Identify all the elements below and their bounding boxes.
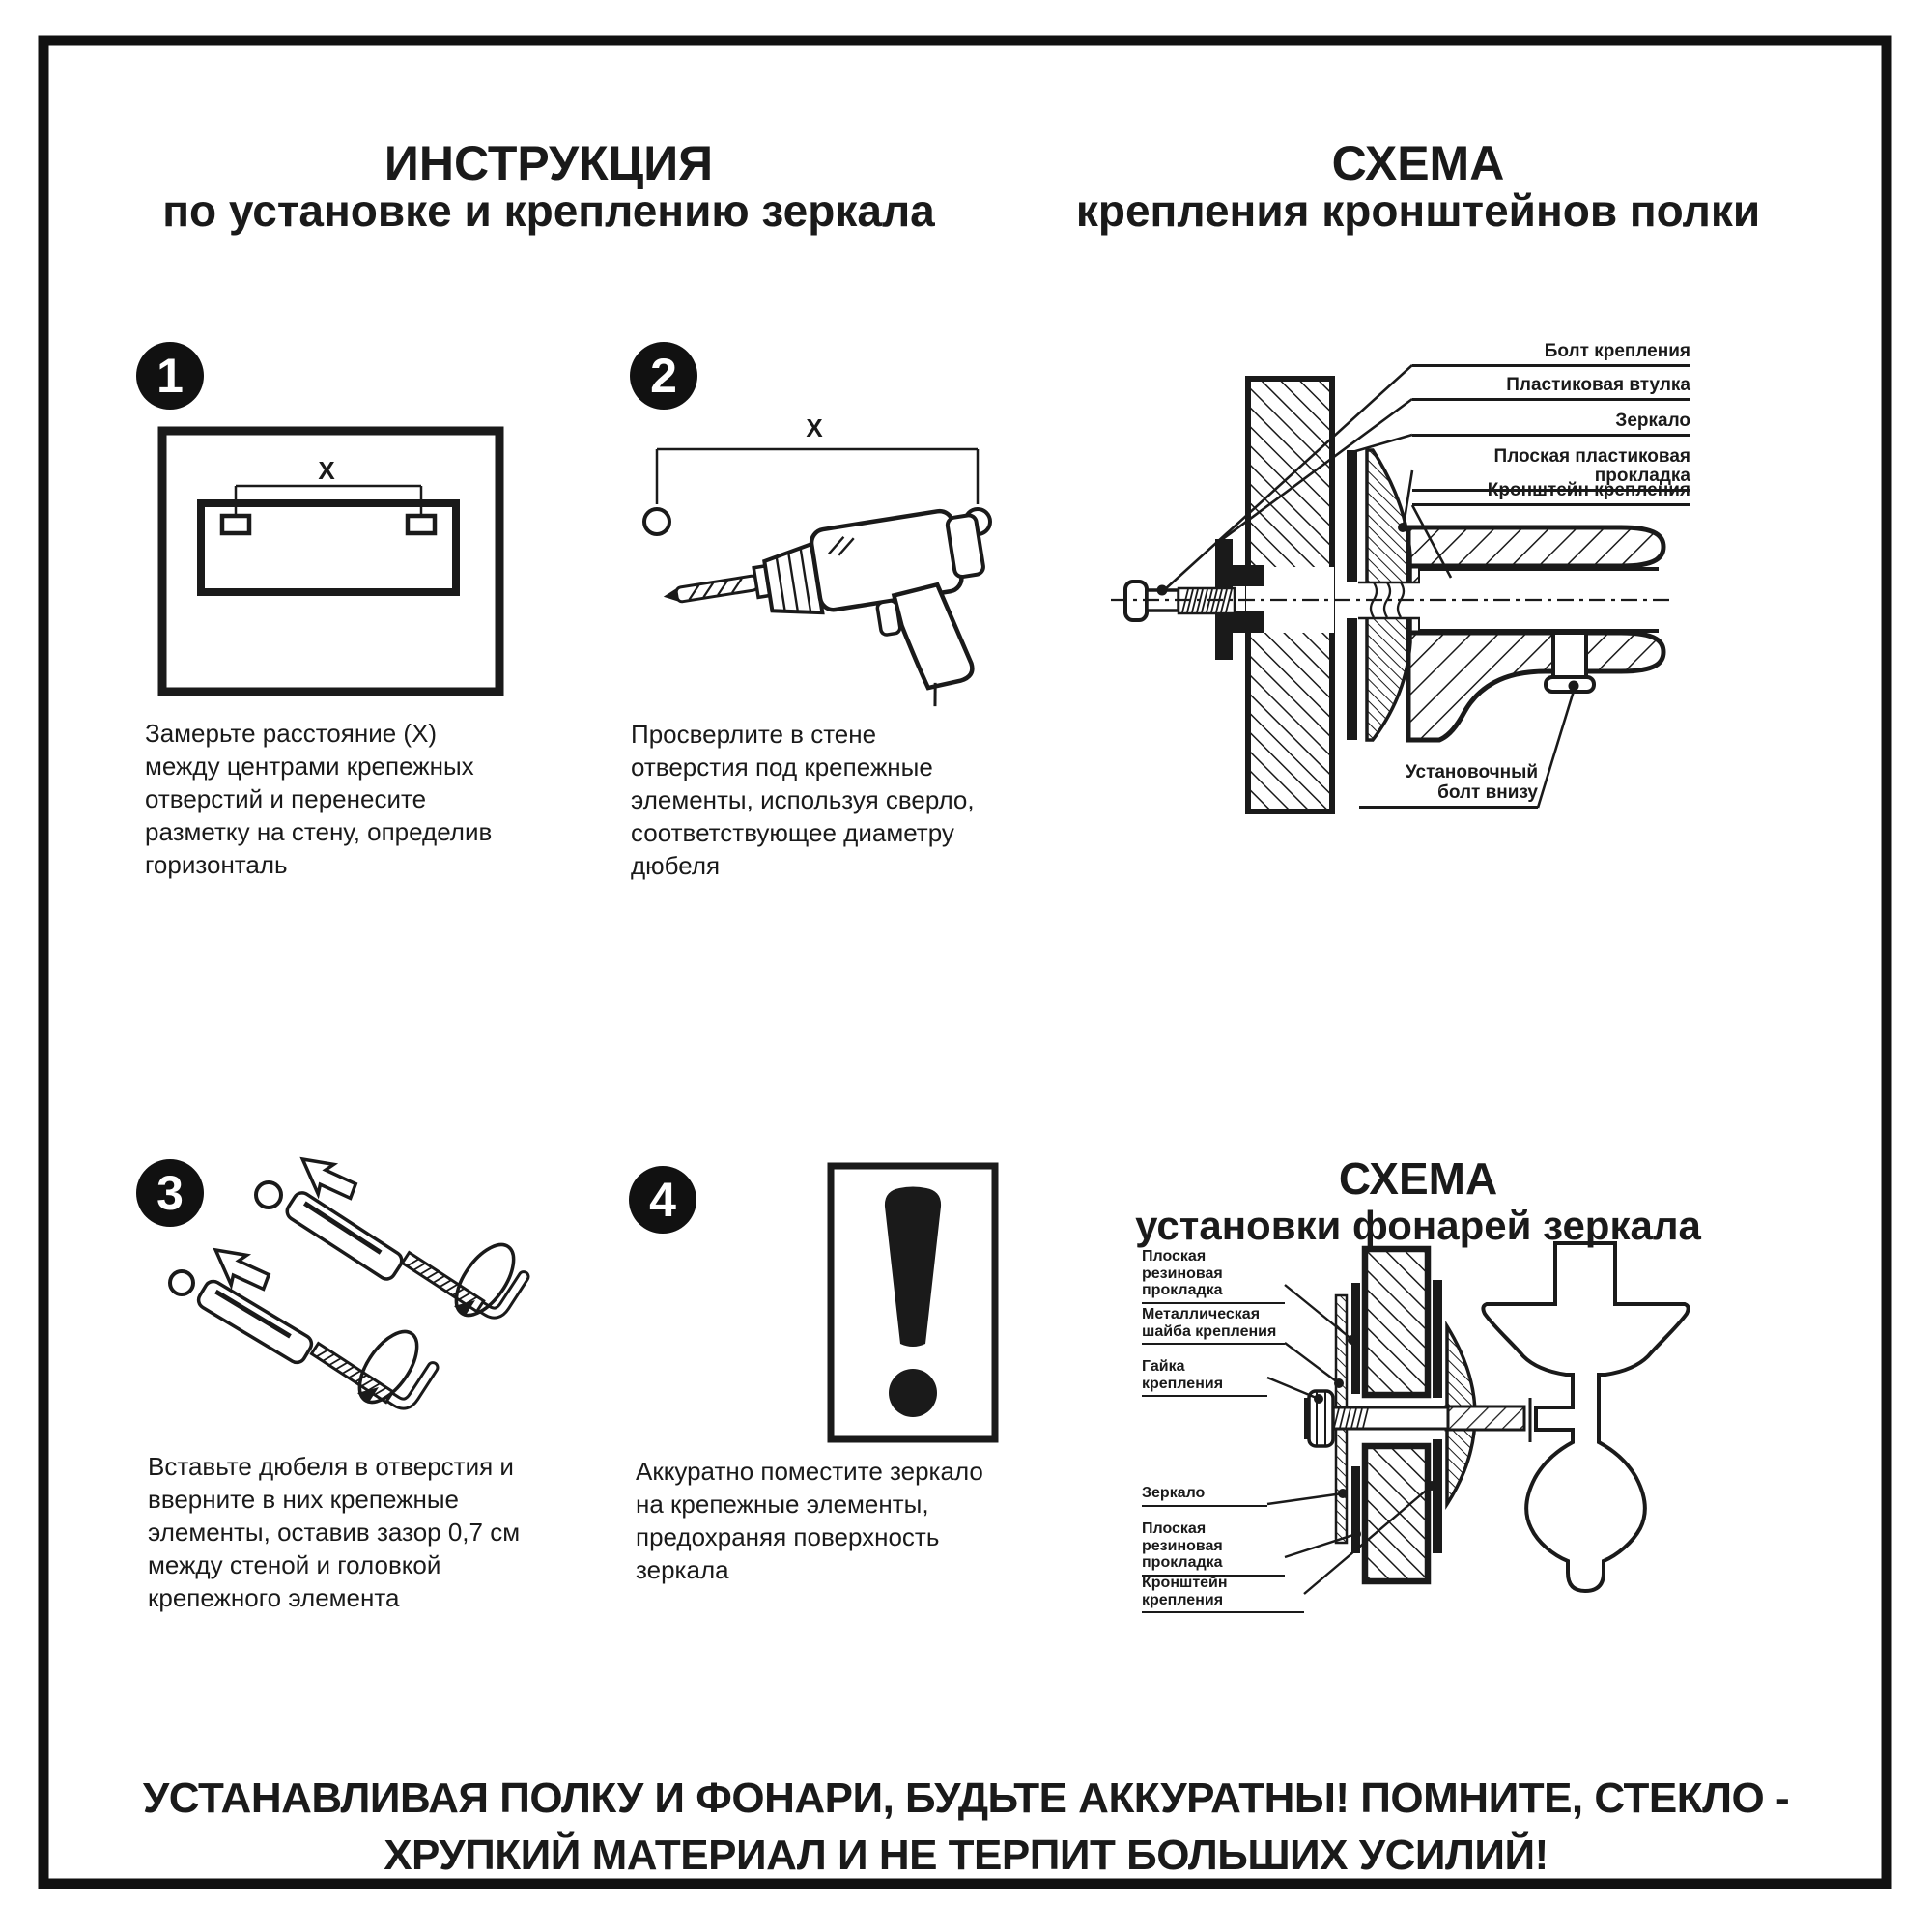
lamp-schema-title-line1: СХЕМА <box>1338 1153 1498 1204</box>
dowel-icon <box>284 1189 405 1282</box>
bracket-lower-block <box>1365 1446 1428 1581</box>
step4-warning-box <box>831 1166 995 1439</box>
step4-number-badge: 4 <box>629 1166 696 1234</box>
setting-bolt <box>1546 633 1594 692</box>
label-nut: Гайка крепления <box>1142 1358 1267 1397</box>
step2-number-badge: 2 <box>630 342 697 410</box>
drill-icon <box>657 505 1004 745</box>
bottom-warning-line2: ХРУПКИЙ МАТЕРИАЛ И НЕ ТЕРПИТ БОЛЬШИХ УСИЛИЙ! <box>384 1832 1548 1879</box>
step2-text: Просверлите в стене отверстия под крепежные элементы, используя сверло, соответствующее диаметру дюбеля <box>631 720 975 880</box>
label-plastic-bushing: Пластиковая втулка <box>1412 376 1690 401</box>
label-rubber-pad-bottom: Плоская резиновая прокладка <box>1142 1520 1285 1577</box>
instruction-title-line1: ИНСТРУКЦИЯ <box>384 136 714 190</box>
label-metal-washer: Металлическая шайба крепления <box>1142 1306 1285 1345</box>
label-setting-bolt: Установочный болт внизу <box>1359 762 1538 809</box>
step1-mirror-diagram <box>162 431 499 692</box>
bottom-warning <box>97 1770 1835 1884</box>
step1-number-badge: 1 <box>136 342 204 410</box>
bottom-warning-line1: УСТАНАВЛИВАЯ ПОЛКУ И ФОНАРИ, БУДЬТЕ АККУРАТНЫ! ПОМНИТЕ, СТЕКЛО - <box>142 1775 1790 1822</box>
bracket-upper-block <box>1365 1249 1428 1395</box>
step1-text: Замерьте расстояние (X) между центрами крепежных отверстий и перенесите разметку на стену, определив горизонталь <box>145 719 493 879</box>
instruction-title-line2: по установке и креплению зеркала <box>162 185 935 236</box>
label-lamp-bracket: Кронштейн крепления <box>1142 1575 1304 1613</box>
lamp-schema-title-line2: установки фонарей зеркала <box>1135 1203 1701 1248</box>
rubber-pad-bottom-section <box>1351 1466 1360 1553</box>
label-rubber-pad-top: Плоская резиновая прокладка <box>1142 1248 1285 1304</box>
step1-dimension-x: X <box>318 456 335 485</box>
step2-drill-diagram <box>644 413 1004 746</box>
label-plastic-pad: Плоская пластиковая прокладка <box>1412 447 1690 492</box>
label-mounting-bolt: Болт крепления <box>1412 342 1690 367</box>
label-bracket: Кронштейн крепления <box>1412 481 1690 506</box>
bracket-section <box>1408 527 1663 740</box>
lamp-arm-section <box>1446 1406 1524 1430</box>
label-mirror: Зеркало <box>1412 412 1690 437</box>
step3-text: Вставьте дюбеля в отверстия и вверните в них крепежные элементы, оставив зазор 0,7 см между стеной и головкой крепежного элемента <box>148 1452 521 1612</box>
lamp-mounting-cross-section <box>1267 1243 1689 1594</box>
shelf-schema-title-line2: крепления кронштейнов полки <box>1075 185 1761 236</box>
lamp-stud-and-nut <box>1304 1391 1448 1446</box>
dowel-icon <box>195 1278 314 1366</box>
label-lamp-mirror: Зеркало <box>1142 1485 1267 1507</box>
step4-text: Аккуратно поместите зеркало на крепежные элементы, предохраняя поверхность зеркала <box>636 1457 983 1584</box>
step2-dimension-x: X <box>806 413 823 442</box>
shelf-schema-title-line1: СХЕМА <box>1331 136 1505 190</box>
step3-dowel-diagram <box>170 1149 525 1413</box>
step3-number-badge: 3 <box>136 1159 204 1227</box>
